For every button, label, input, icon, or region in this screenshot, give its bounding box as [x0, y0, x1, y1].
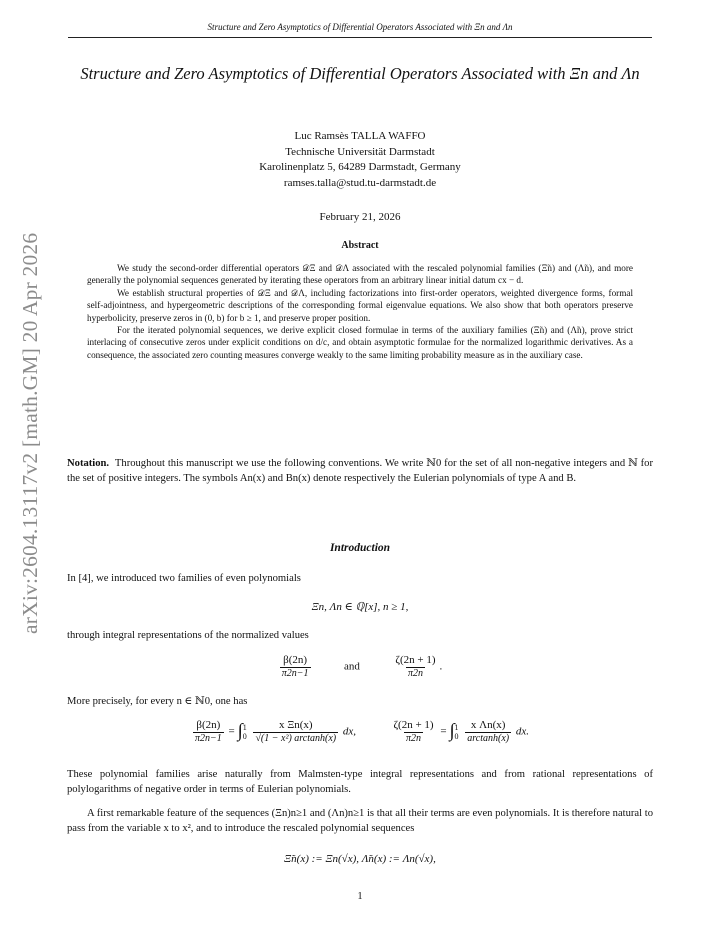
running-head: Structure and Zero Asymptotics of Differential Operators Associated with Ξn and Λn	[207, 22, 513, 32]
fraction-numerator: x Λn(x)	[470, 719, 506, 731]
fraction-denominator: π2n	[406, 733, 422, 744]
integrand-lambda	[465, 719, 511, 745]
intro-paragraph-1: In [4], we introduced two families of even polynomials	[67, 573, 301, 584]
abstract-paragraph: We study the second-order differential operators 𝒟Ξ and 𝒟Λ associated with the rescaled polynomial families (Ξ̃n) and (Λ̃n), and more generally the polynomial sequences generated by iterating these operators from an arbitrary linear initial datum cx − d.	[87, 263, 633, 286]
fraction-zeta	[393, 654, 437, 680]
fraction-zeta	[392, 719, 436, 745]
fraction-denominator: √(1 − x²) arctanh(x)	[255, 733, 337, 744]
author-block	[160, 129, 560, 191]
equation-4	[67, 852, 653, 867]
equation-3: $\frac{\beta(2n)}{\pi 2n-1}$ = ∫ 1 0 $\frac{\text{x Ξn(x)}}{\text{√(1 − x²) arctanh(x)}}$ dx, $\frac{\zeta(2n + 1)}{\pi 2n}$ = ∫ 1 0 $\frac{\text{x Λn(x)}}{\arctan h(x)}$ dx.	[194, 719, 530, 744]
author-address: Karolinenplatz 5, 64289 Darmstadt, Germany	[259, 161, 461, 173]
fraction-numerator: β(2n)	[196, 719, 221, 731]
header-rule	[68, 37, 652, 38]
intro-paragraph-2: through integral representations of the normalized values	[67, 630, 309, 641]
fraction-denominator: π2n−1	[194, 733, 222, 744]
paper-title: Structure and Zero Asymptotics of Differential Operators Associated with Ξn and Λn	[80, 64, 640, 83]
section-title: Introduction	[329, 542, 391, 554]
arxiv-stamp: arXiv:2604.13117v2 [math.GM] 20 Apr 2026	[18, 232, 42, 634]
fraction-denominator: π2n	[407, 668, 423, 679]
integral-limits: 1 0	[242, 723, 247, 741]
intro-paragraph-5: A first remarkable feature of the sequences (Ξn)n≥1 and (Λn)n≥1 is that all their terms are even polynomials. It is therefore natural to pass from the variable x to x², and to introduce the rescaled polynomial sequences	[67, 808, 653, 834]
author-affiliation: Technische Universität Darmstadt	[285, 145, 435, 158]
abstract-body	[87, 262, 633, 361]
intro-paragraph-4: These polynomial families arise naturally from Malmsten-type integral representations and from rational representations of polylogarithms of negative order in terms of Eulerian polynomials.	[67, 769, 653, 795]
notation-text: Throughout this manuscript we use the following conventions. We write ℕ0 for the set of all non-negative integers and ℕ for the set of positive integers. The symbols An(x) and Bn(x) denote respectively the Eulerian polynomials of type A and B.	[67, 458, 654, 484]
integral-sign: ∫	[449, 720, 455, 742]
abstract-heading: Abstract	[341, 240, 379, 251]
fraction-numerator: x Ξn(x)	[278, 719, 313, 731]
equation-2-and: and	[344, 660, 360, 673]
equation-1	[67, 600, 653, 615]
fraction-numerator: ζ(2n + 1)	[393, 719, 434, 731]
notation-label: Notation.	[67, 458, 110, 469]
fraction-numerator: β(2n)	[283, 654, 308, 666]
fraction-denominator: arctanh(x)	[467, 733, 510, 744]
intro-paragraph-3: More precisely, for every n ∈ ℕ0, one has	[67, 696, 248, 707]
equation-2: $\frac{\beta(2n)}{\pi 2n-1}$ and $\frac{\zeta(2n + 1)}{\pi 2n}$ .	[281, 654, 443, 679]
fraction-beta	[193, 719, 224, 745]
abstract-paragraph: For the iterated polynomial sequences, we derive explicit closed formulae in terms of the auxiliary families (Ξ̃n) and (Λ̃n), prove strict interlacing of consecutive zeros under explicit conditions on d/c, and obtain asymptotic formulae for the normalized logarithmic derivatives. As a consequence, the associated zero counting measures converge weakly to the same limiting probability measure as in the auxiliary case.	[87, 325, 633, 360]
fraction-beta	[280, 654, 311, 680]
abstract-paragraph: We establish structural properties of 𝒟Ξ and 𝒟Λ, including factorizations into first-order operators, weighted divergence forms, formal self-adjointness, and hypergeometric descriptions of the corresponding formal eigenvalue equations. We also show that both operators preserve hyperbolicity, preserve zeros in (0, b) for b ≥ 1, and preserve proper position.	[87, 287, 633, 323]
fraction-denominator: π2n−1	[281, 668, 309, 679]
notation-paragraph	[67, 457, 653, 487]
equation-4-text: Ξ̃n(x) := Ξn(√x), Λ̃n(x) := Λn(√x),	[284, 853, 436, 865]
integral-limits: 1 0	[454, 723, 459, 741]
integrand-xi	[253, 719, 338, 745]
page-number: 1	[357, 891, 363, 902]
author-email[interactable]: ramses.talla@stud.tu-darmstadt.de	[283, 176, 437, 189]
equation-1-text: Ξn, Λn ∈ ℚ[x], n ≥ 1,	[311, 601, 409, 613]
integral-sign: ∫	[237, 720, 243, 742]
author-name: Luc Ramsès TALLA WAFFO	[294, 130, 426, 142]
paper-date: February 21, 2026	[319, 211, 401, 223]
fraction-numerator: ζ(2n + 1)	[395, 654, 436, 666]
